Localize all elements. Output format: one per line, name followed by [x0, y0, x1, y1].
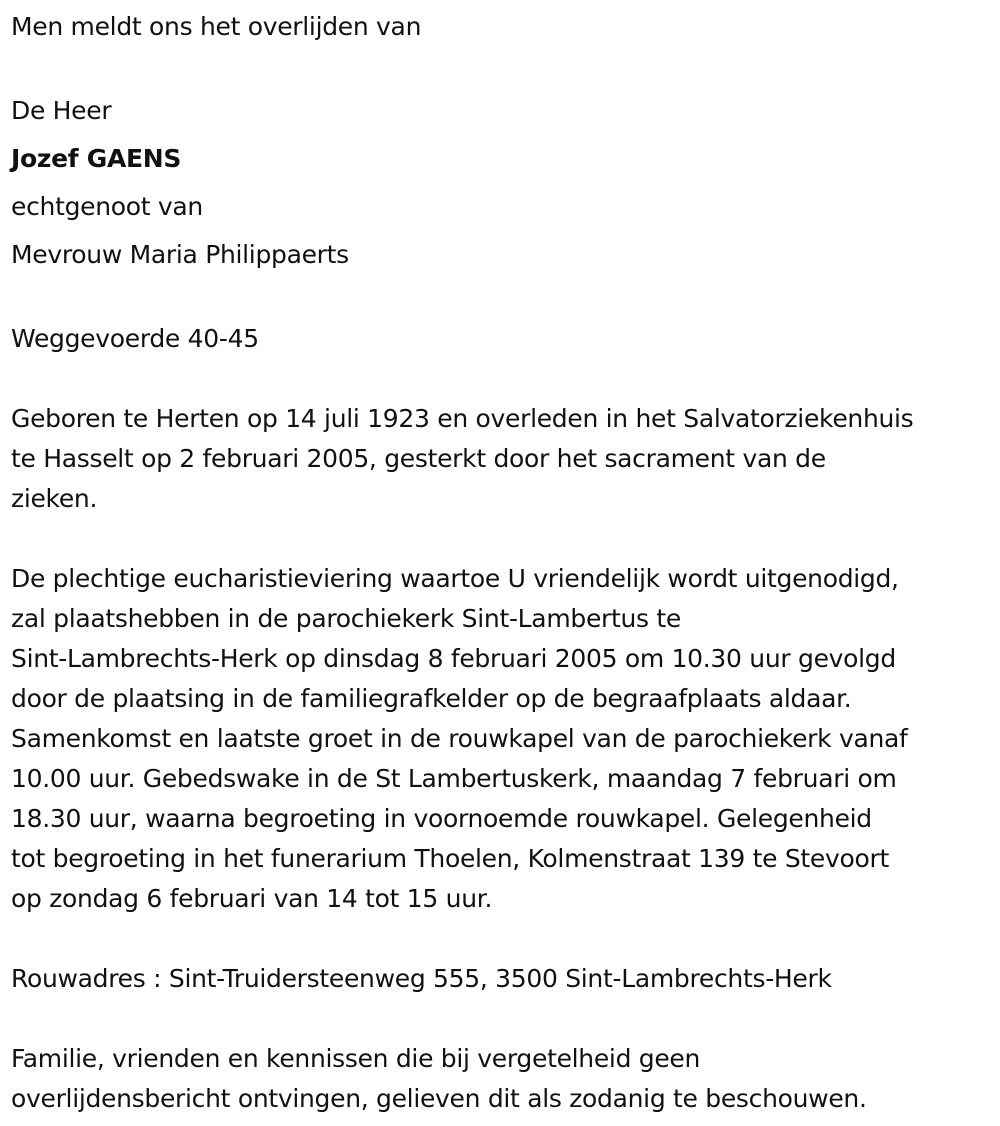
closing-paragraph	[11, 1039, 996, 1119]
spacer	[11, 919, 996, 959]
birth-death-paragraph	[11, 399, 996, 519]
paragraph-line: tot begroeting in het funerarium Thoelen, Kolmenstraat 139 te Stevoort	[11, 844, 889, 873]
paragraph-line: door de plaatsing in de familiegrafkelder op de begraafplaats aldaar.	[11, 684, 852, 713]
deceased-name: Jozef GAENS	[11, 144, 182, 173]
ceremony-paragraph	[11, 559, 996, 919]
spacer	[11, 519, 996, 559]
spacer	[11, 47, 996, 87]
paragraph-line: 18.30 uur, waarna begroeting in voornoemde rouwkapel. Gelegenheid	[11, 804, 872, 833]
spouse-name: Mevrouw Maria Philippaerts	[11, 240, 349, 269]
title-line: De Heer	[11, 96, 112, 125]
paragraph-line: zieken.	[11, 484, 98, 513]
spacer	[11, 999, 996, 1039]
paragraph-line: Geboren te Herten op 14 juli 1923 en overleden in het Salvatorziekenhuis	[11, 404, 914, 433]
paragraph-line: zal plaatshebben in de parochiekerk Sint-Lambertus te	[11, 604, 682, 633]
spacer	[11, 279, 996, 319]
paragraph-line: Familie, vrienden en kennissen die bij vergetelheid geen	[11, 1044, 701, 1073]
paragraph-line: De plechtige eucharistieviering waartoe U vriendelijk wordt uitgenodigd,	[11, 564, 899, 593]
paragraph-line: op zondag 6 februari van 14 tot 15 uur.	[11, 884, 493, 913]
paragraph-line: overlijdensbericht ontvingen, gelieven dit als zodanig te beschouwen.	[11, 1084, 867, 1113]
spacer	[11, 359, 996, 399]
death-notice	[11, 0, 996, 1119]
paragraph-line: Samenkomst en laatste groet in de rouwkapel van de parochiekerk vanaf	[11, 724, 908, 753]
spouse-label: echtgenoot van	[11, 192, 203, 221]
paragraph-line: Sint-Lambrechts-Herk op dinsdag 8 februari 2005 om 10.30 uur gevolgd	[11, 644, 896, 673]
address-line: Rouwadres : Sint-Truidersteenweg 555, 3500 Sint-Lambrechts-Herk	[11, 964, 832, 993]
paragraph-line: te Hasselt op 2 februari 2005, gesterkt door het sacrament van de	[11, 444, 826, 473]
paragraph-line: 10.00 uur. Gebedswake in de St Lambertuskerk, maandag 7 februari om	[11, 764, 897, 793]
note-line: Weggevoerde 40-45	[11, 324, 259, 353]
intro-line: Men meldt ons het overlijden van	[11, 12, 422, 41]
